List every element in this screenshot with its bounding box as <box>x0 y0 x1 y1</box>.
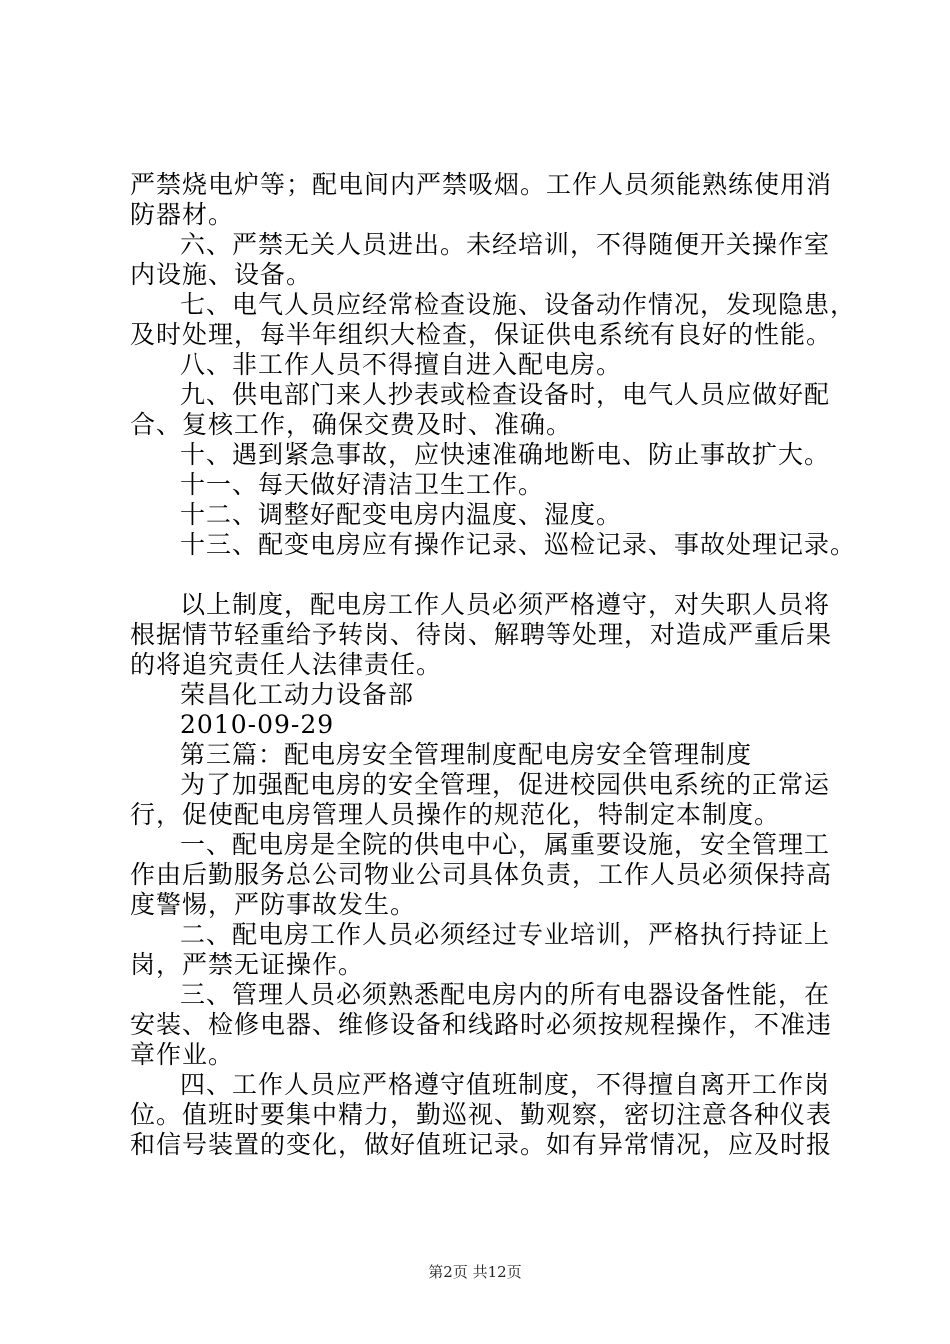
text-line: 严禁烧电炉等；配电间内严禁吸烟。工作人员须能熟练使用消 <box>130 170 833 199</box>
text-line: 四、工作人员应严格遵守值班制度，不得擅自离开工作岗 <box>180 1070 831 1099</box>
text-line: 以上制度，配电房工作人员必须严格遵守，对失职人员将 <box>180 590 831 619</box>
text-line: 及时处理，每半年组织大检查，保证供电系统有良好的性能。 <box>130 320 833 349</box>
text-line: 十、遇到紧急事故，应快速准确地断电、防止事故扩大。 <box>180 440 831 469</box>
text-line: 二、配电房工作人员必须经过专业培训，严格执行持证上 <box>180 920 831 949</box>
text-line: 十三、配变电房应有操作记录、巡检记录、事故处理记录。 <box>180 530 857 559</box>
text-line: 防器材。 <box>130 200 235 229</box>
text-line: 行，促使配电房管理人员操作的规范化，特制定本制度。 <box>130 800 781 829</box>
text-line: 十一、每天做好清洁卫生工作。 <box>180 470 545 499</box>
text-line: 内设施、设备。 <box>130 260 313 289</box>
text-line: 一、配电房是全院的供电中心，属重要设施，安全管理工 <box>180 830 831 859</box>
text-line: 九、供电部门来人抄表或检查设备时，电气人员应做好配 <box>180 380 831 409</box>
section-heading: 第三篇：配电房安全管理制度配电房安全管理制度 <box>180 740 753 769</box>
text-line: 合、复核工作，确保交费及时、准确。 <box>130 410 573 439</box>
text-line: 六、严禁无关人员进出。未经培训，不得随便开关操作室 <box>180 230 831 259</box>
text-line: 和信号装置的变化，做好值班记录。如有异常情况，应及时报 <box>130 1130 833 1159</box>
text-line: 八、非工作人员不得擅自进入配电房。 <box>180 350 623 379</box>
signature-date: 2010-09-29 <box>180 710 335 739</box>
text-line: 的将追究责任人法律责任。 <box>130 650 443 679</box>
text-line: 章作业。 <box>130 1040 235 1069</box>
text-line: 十二、调整好配变电房内温度、湿度。 <box>180 500 623 529</box>
paragraph-gap <box>130 560 830 590</box>
text-line: 岗，严禁无证操作。 <box>130 950 365 979</box>
text-line: 根据情节轻重给予转岗、待岗、解聘等处理，对造成严重后果 <box>130 620 833 649</box>
text-line: 七、电气人员应经常检查设施、设备动作情况，发现隐患， <box>180 290 857 319</box>
text-line: 作由后勤服务总公司物业公司具体负责，工作人员必须保持高 <box>130 860 833 889</box>
text-line: 位。值班时要集中精力，勤巡视、勤观察，密切注意各种仪表 <box>130 1100 833 1129</box>
text-line: 三、管理人员必须熟悉配电房内的所有电器设备性能，在 <box>180 980 831 1009</box>
page-number-footer: 第2页 共12页 <box>428 1263 522 1281</box>
text-line: 度警惕，严防事故发生。 <box>130 890 417 919</box>
signature-department: 荣昌化工动力设备部 <box>180 680 415 709</box>
text-line: 为了加强配电房的安全管理，促进校园供电系统的正常运 <box>180 770 831 799</box>
text-line: 安装、检修电器、维修设备和线路时必须按规程操作，不准违 <box>130 1010 833 1039</box>
body-text <box>130 170 857 1160</box>
